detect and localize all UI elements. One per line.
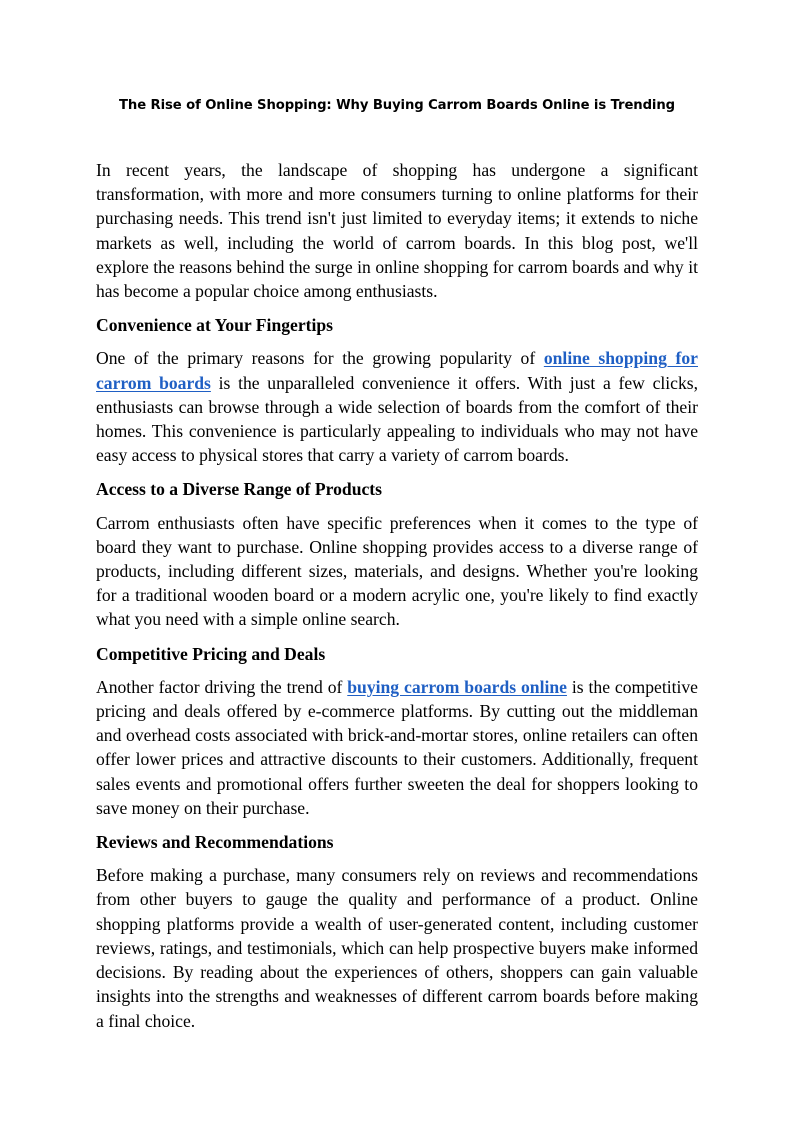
section-paragraph-diverse-range: Carrom enthusiasts often have specific preferences when it comes to the type of board they want to purchase. Online shopping provides access to a diverse range of products, including different sizes, materials, and designs. Whether you're looking for a traditional wooden board or a modern acrylic one, you're likely to find exactly what you need with a simple online search. — [96, 512, 698, 630]
buying-carrom-boards-link[interactable]: buying carrom boards online — [347, 676, 567, 697]
document-title: The Rise of Online Shopping: Why Buying Carrom Boards Online is Trending — [119, 98, 675, 113]
paragraph-text: is the unparalleled convenience it offers. With just a few clicks, enthusiasts can browse through a wide selection of boards from the comfort of their homes. This convenience is particularly appealing to individuals who may not have easy access to physical stores that carry a variety of carrom boards. — [96, 372, 698, 466]
section-heading-diverse-range: Access to a Diverse Range of Products — [96, 479, 383, 500]
section-paragraph-reviews: Before making a purchase, many consumers rely on reviews and recommendations from other buyers to gauge the quality and performance of a product. Online shopping platforms provide a wealth of user-generated content, including customer reviews, ratings, and testimonials, which can help prospective buyers make informed decisions. By reading about the experiences of others, shoppers can gain valuable insights into the strengths and weaknesses of different carrom boards before making a final choice. — [96, 865, 698, 1031]
section-heading-pricing: Competitive Pricing and Deals — [96, 643, 326, 664]
paragraph-text: One of the primary reasons for the growing popularity of — [96, 348, 544, 369]
intro-paragraph: In recent years, the landscape of shopping has undergone a significant transformation, with more and more consumers turning to online platforms for their purchasing needs. This trend isn't just limited to everyday items; it extends to niche markets as well, including the world of carrom boards. In this blog post, we'll explore the reasons behind the surge in online shopping for carrom boards and why it has become a popular choice among enthusiasts. — [96, 160, 698, 302]
document-body — [96, 158, 698, 1033]
section-heading-reviews: Reviews and Recommendations — [96, 832, 334, 853]
section-paragraph-pricing — [96, 675, 698, 820]
online-shopping-link[interactable]: online shopping for carrom boards — [96, 348, 698, 393]
section-paragraph-convenience — [96, 346, 698, 467]
paragraph-text: is the competitive pricing and deals offered by e-commerce platforms. By cutting out the middleman and overhead costs associated with brick-and-mortar stores, online retailers can often offer lower prices and attractive discounts to their customers. Additionally, frequent sales events and promotional offers further sweeten the deal for shoppers looking to save money on their purchase. — [96, 676, 698, 818]
section-heading-convenience: Convenience at Your Fingertips — [96, 315, 334, 336]
paragraph-text: Another factor driving the trend of — [96, 676, 348, 697]
